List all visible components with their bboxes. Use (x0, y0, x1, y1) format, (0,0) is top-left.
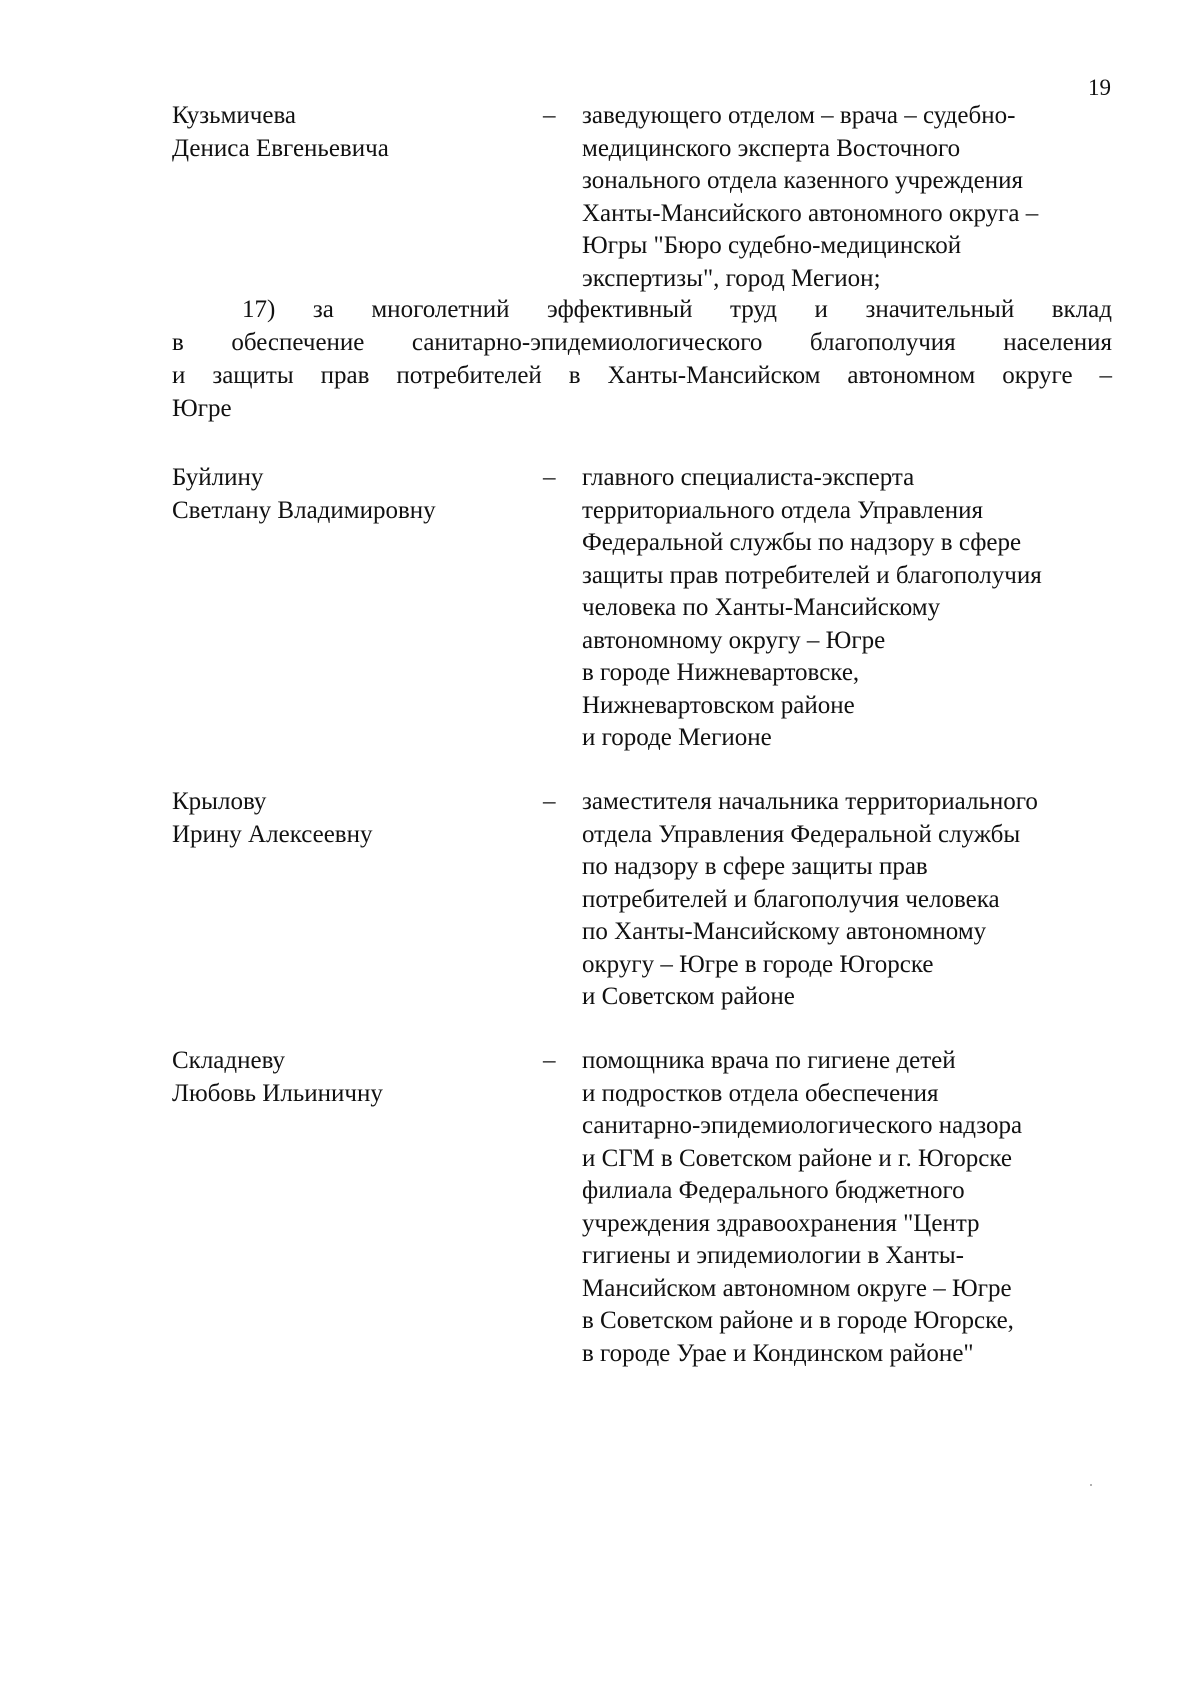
separator-dash: – (543, 102, 556, 129)
position-line: и подростков отдела обеспечения (582, 1079, 939, 1107)
person-given-names: Ирину Алексеевну (172, 820, 373, 848)
person-surname: Буйлину (172, 464, 264, 491)
position-line: Ханты-Мансийского автономного округа – (582, 199, 1039, 227)
position-line: по Ханты-Мансийскому автономному (582, 918, 987, 945)
separator-dash: – (543, 1047, 556, 1074)
position-line: зонального отдела казенного учреждения (582, 167, 1023, 194)
person-position (582, 1045, 1142, 1370)
person-position (582, 786, 1142, 1014)
position-line: медицинского эксперта Восточного (582, 134, 961, 162)
position-line: отдела Управления Федеральной службы (582, 820, 1021, 848)
position-line: и Советском районе (582, 983, 795, 1010)
position-line: в городе Урае и Кондинском районе" (582, 1339, 974, 1367)
page-number: 19 (1088, 75, 1111, 100)
position-line: территориального отдела Управления (582, 496, 984, 524)
person-name (172, 786, 532, 851)
position-line: потребителей и благополучия человека (582, 885, 1000, 913)
position-line: в Советском районе и в городе Югорске, (582, 1307, 1014, 1334)
position-line: помощника врача по гигиене детей (582, 1047, 956, 1074)
position-line: округу – Югре в городе Югорске (582, 950, 934, 978)
position-line: и городе Мегионе (582, 724, 772, 751)
position-line: Югры "Бюро судебно-медицинской (582, 232, 962, 259)
position-line: учреждения здравоохранения "Центр (582, 1209, 980, 1237)
position-line: в городе Нижневартовске, (582, 659, 860, 686)
position-line: санитарно-эпидемиологического надзора (582, 1112, 1023, 1139)
paragraph-line: 17) за многолетний эффективный труд и значительный вклад (242, 296, 1112, 323)
position-line: филиала Федерального бюджетного (582, 1177, 965, 1204)
person-given-names: Светлану Владимировну (172, 496, 436, 524)
paragraph-line: и защиты прав потребителей в Ханты-Мансийском автономном округе – (172, 362, 1112, 389)
position-line: человека по Ханты-Мансийскому (582, 594, 941, 621)
position-line: защиты прав потребителей и благополучия (582, 561, 1042, 589)
person-given-names: Дениса Евгеньевича (172, 134, 389, 162)
person-name (172, 1045, 532, 1110)
paragraph-line: в обеспечение санитарно-эпидемиологического благополучия населения (172, 329, 1112, 356)
person-position (582, 100, 1142, 295)
position-line: заместителя начальника территориального (582, 788, 1038, 815)
person-surname: Кузьмичева (172, 102, 297, 129)
person-surname: Складневу (172, 1047, 286, 1074)
position-line: автономному округу – Югре (582, 626, 886, 654)
position-line: Федеральной службы по надзору в сфере (582, 529, 1022, 556)
separator-dash: – (543, 464, 556, 491)
person-name (172, 100, 532, 165)
separator-dash: – (543, 788, 556, 815)
position-line: гигиены и эпидемиологии в Ханты- (582, 1242, 964, 1269)
position-line: заведующего отделом – врача – судебно- (582, 102, 1016, 129)
position-line: Мансийском автономном округе – Югре (582, 1274, 1012, 1302)
position-line: экспертизы", город Мегион; (582, 264, 881, 292)
award-category-paragraph (172, 293, 1112, 425)
person-given-names: Любовь Ильиничну (172, 1079, 383, 1107)
person-name (172, 462, 532, 527)
person-position (582, 462, 1142, 755)
paragraph-line: Югре (172, 395, 232, 422)
person-surname: Крылову (172, 788, 267, 815)
position-line: главного специалиста-эксперта (582, 464, 915, 491)
position-line: Нижневартовском районе (582, 691, 855, 719)
position-line: по надзору в сфере защиты прав (582, 853, 928, 880)
scan-speck (1090, 1484, 1092, 1486)
position-line: и СГМ в Советском районе и г. Югорске (582, 1144, 1012, 1172)
